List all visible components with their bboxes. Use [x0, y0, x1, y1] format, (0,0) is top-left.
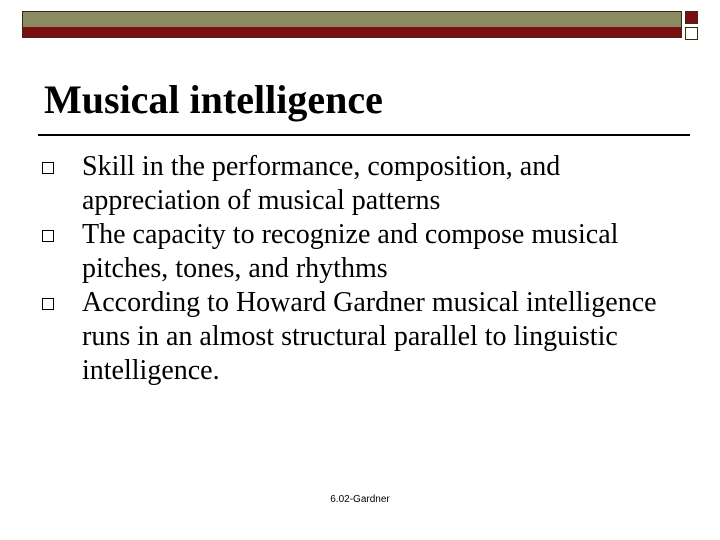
- hollow-square-icon: [42, 298, 54, 310]
- corner-square-filled: [685, 11, 698, 24]
- header-decoration-bar: [22, 11, 682, 38]
- slide-footer: 6.02-Gardner: [330, 494, 390, 505]
- bullet-list: [38, 150, 658, 388]
- bullet-text: According to Howard Gardner musical intelligence runs in an almost structural parallel to linguistic intelligence.: [82, 287, 657, 386]
- bullet-text: Skill in the performance, composition, and appreciation of musical patterns: [82, 151, 561, 216]
- title-underline: [38, 134, 690, 136]
- bullet-text: The capacity to recognize and compose musical pitches, tones, and rhythms: [82, 219, 619, 284]
- bullet-item: [38, 150, 658, 218]
- corner-square-hollow: [685, 27, 698, 40]
- hollow-square-icon: [42, 230, 54, 242]
- bullet-item: [38, 218, 658, 286]
- bullet-item: [38, 286, 658, 388]
- header-bar-olive-band: [23, 12, 681, 27]
- header-bar-maroon-band: [23, 27, 681, 37]
- hollow-square-icon: [42, 162, 54, 174]
- slide-title: Musical intelligence: [44, 77, 383, 122]
